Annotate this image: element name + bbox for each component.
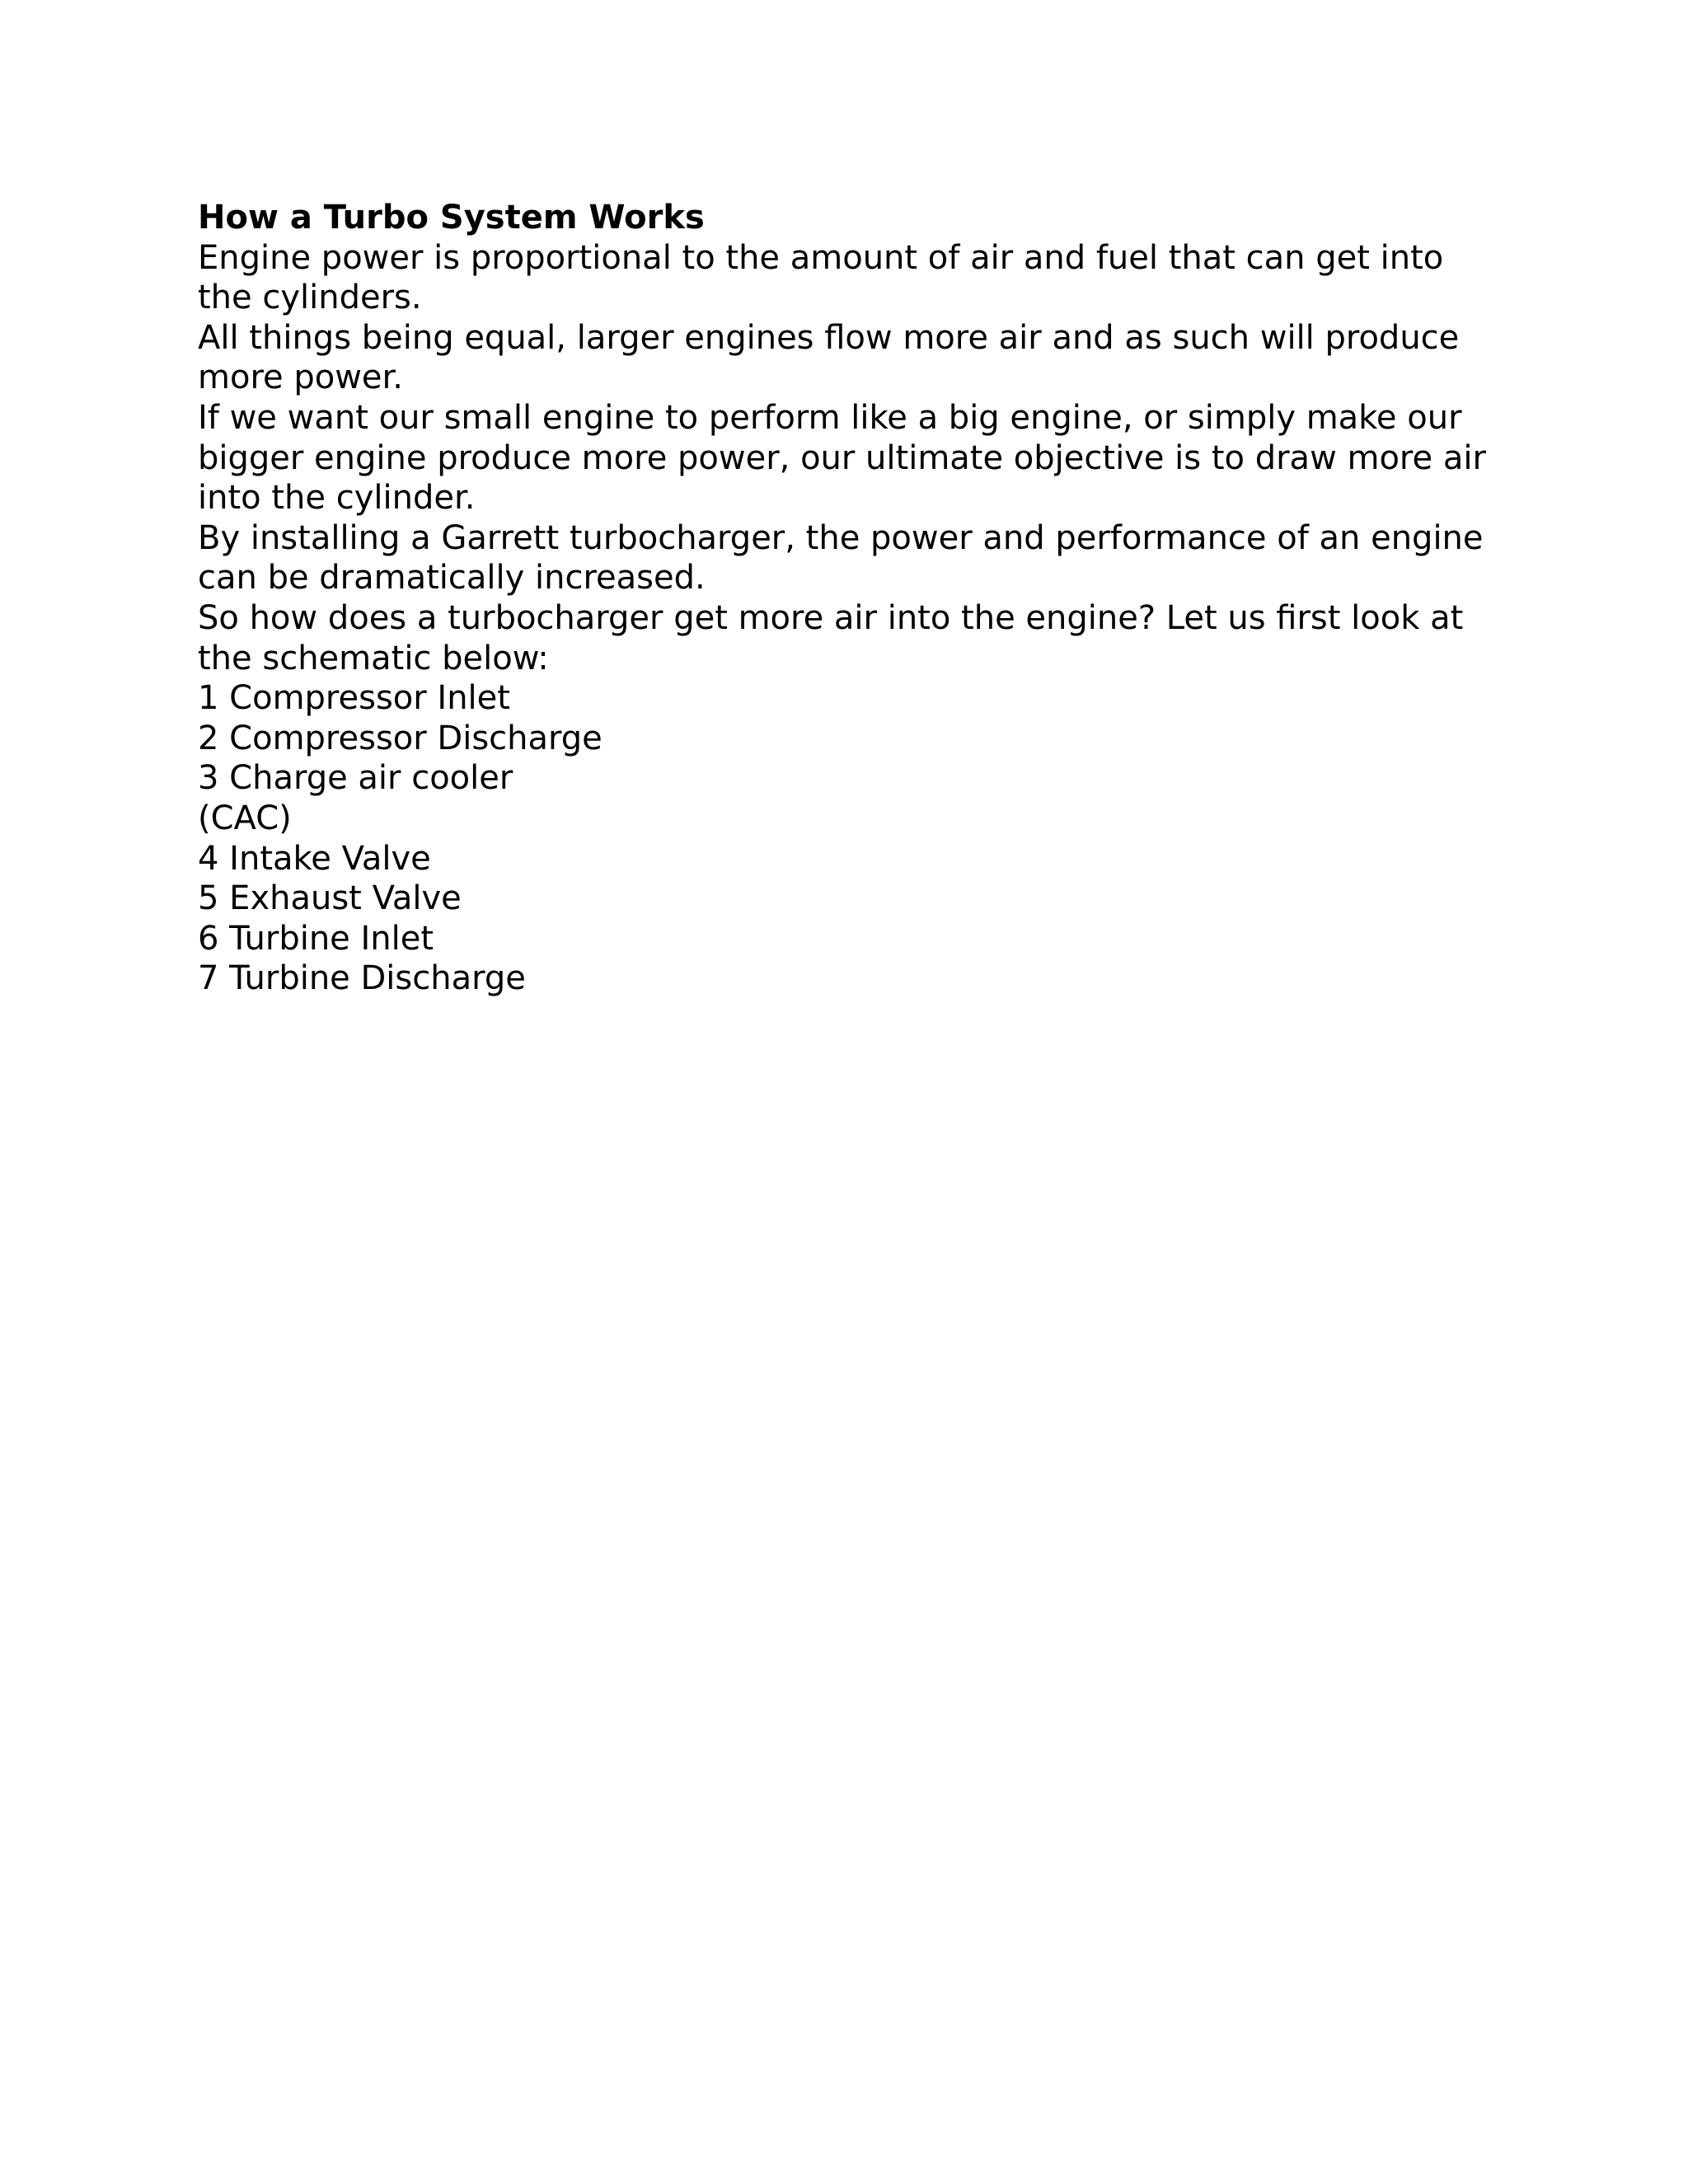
paragraph-small-engine: If we want our small engine to perform like a big engine, or simply make our bigger engine produce more power, our ultimate objective is to draw more air into the cylinder.	[198, 398, 1486, 518]
paragraph-larger-engines: All things being equal, larger engines flow more air and as such will produce more power.	[198, 318, 1460, 397]
list-item: 2 Compressor Discharge	[198, 719, 603, 757]
document-title: How a Turbo System Works	[198, 199, 705, 237]
list-item: 6 Turbine Inlet	[198, 919, 434, 958]
paragraph-garrett-turbocharger: By installing a Garrett turbocharger, the power and performance of an engine can be dramatically increased.	[198, 518, 1484, 598]
list-item: 1 Compressor Inlet	[198, 679, 510, 718]
paragraph-engine-power: Engine power is proportional to the amount of air and fuel that can get into the cylinders.	[198, 238, 1444, 317]
list-item: 5 Exhaust Valve	[198, 879, 462, 918]
schematic-legend-list	[198, 678, 1500, 999]
list-item: 4 Intake Valve	[198, 839, 431, 878]
paragraph-schematic-intro: So how does a turbocharger get more air into the engine? Let us first look at the schematic below:	[198, 598, 1464, 677]
list-item: (CAC)	[198, 799, 292, 837]
list-item: 3 Charge air cooler	[198, 759, 513, 798]
list-item: 7 Turbine Discharge	[198, 959, 526, 998]
document-content	[198, 198, 1500, 999]
